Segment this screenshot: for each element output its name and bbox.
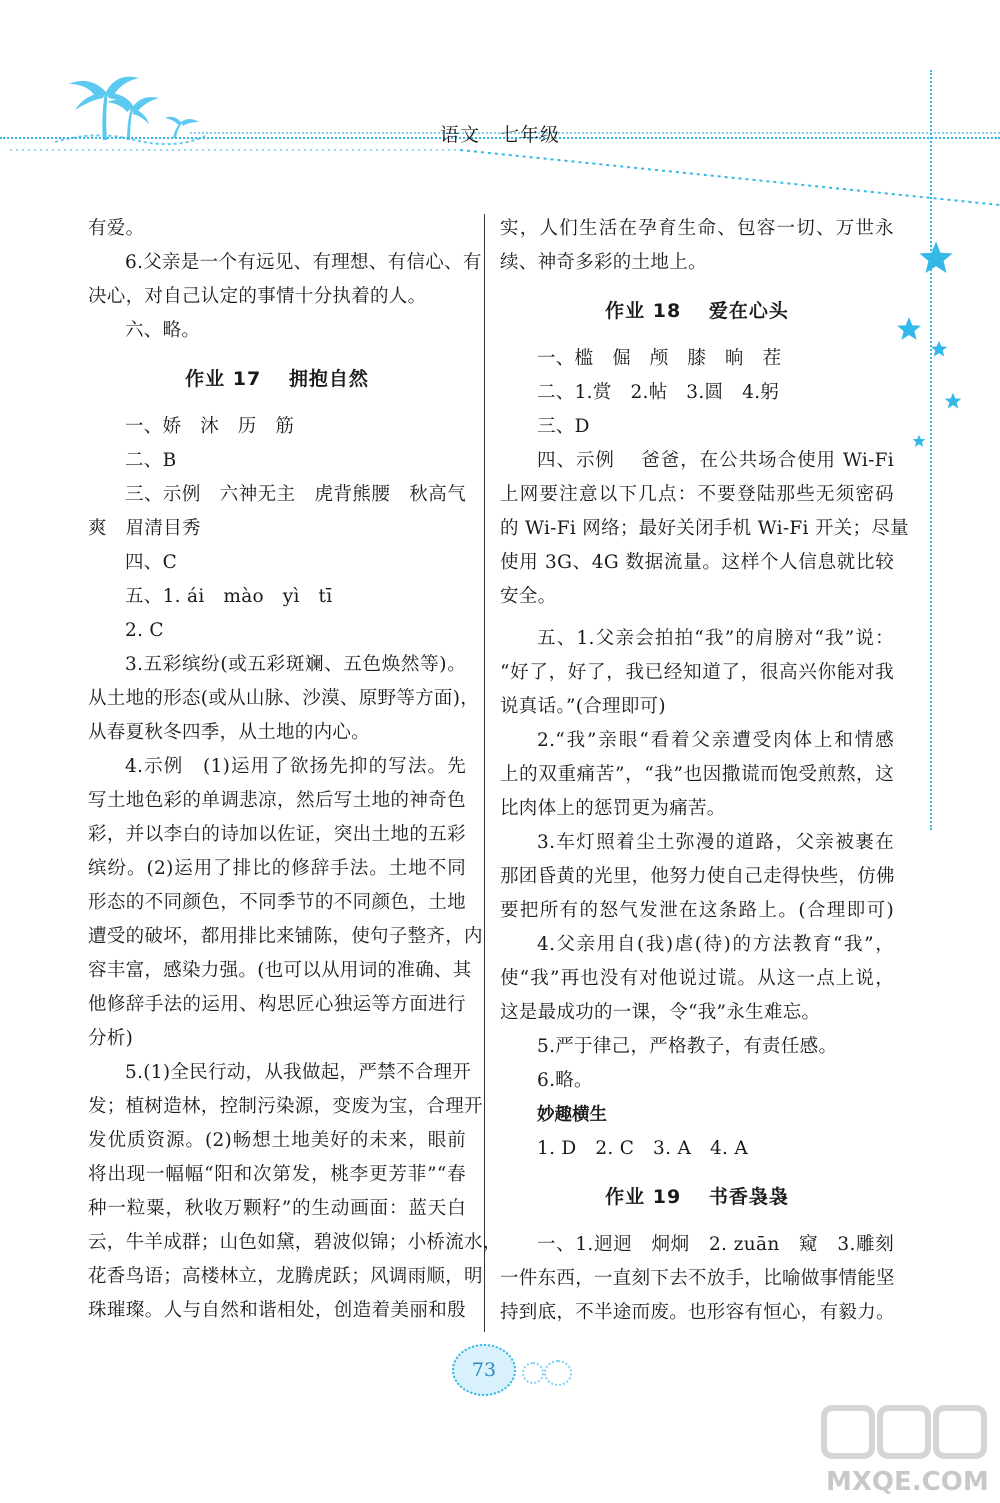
- right-column: [500, 212, 909, 1330]
- text-line: 花香鸟语；高楼林立，龙腾虎跃；风调雨顺，明: [88, 1266, 483, 1287]
- star-icon: [918, 240, 954, 276]
- text-line: 形态的不同颜色，不同季节的不同颜色，土地: [88, 892, 466, 913]
- text-line: 分析): [88, 1028, 134, 1049]
- text-line: 一件东西，一直刻下去不放手，比喻做事情能坚: [500, 1268, 895, 1289]
- text-line: 上网要注意以下几点：不要登陆那些无须密码: [500, 484, 894, 505]
- text-line: 缤纷。(2)运用了排比的修辞手法。土地不同: [88, 858, 466, 879]
- decorative-circle: [522, 1362, 544, 1384]
- left-column: [88, 212, 502, 1328]
- text-line: 遭受的破坏，都用排比来铺陈，使句子整齐，内: [88, 926, 483, 947]
- text-line: 3.车灯照着尘土弥漫的道路，父亲被裹在: [537, 832, 894, 853]
- section-heading: 作业 17 拥抱自然: [185, 368, 369, 390]
- text-line: 3.五彩缤纷(或五彩斑斓、五色焕然等)。: [125, 654, 466, 675]
- decorative-circle: [544, 1360, 572, 1386]
- svg-text:MXQE.COM: MXQE.COM: [826, 1467, 989, 1497]
- text-line: 1. D 2. C 3. A 4. A: [537, 1138, 749, 1159]
- text-line: 四、示例 爸爸，在公共场合使用 Wi-Fi: [537, 450, 894, 471]
- text-line: 六、略。: [125, 320, 201, 341]
- text-line: 写土地色彩的单调悲凉，然后写土地的神奇色: [88, 790, 466, 811]
- text-line: 5.严于律己，严格教子，有责任感。: [537, 1036, 838, 1057]
- text-line: 种一粒粟，秋收万颗籽”的生动画面：蓝天白: [88, 1198, 466, 1219]
- text-line: 一、娇 沐 历 筋: [125, 416, 295, 437]
- star-icon: [944, 392, 962, 410]
- watermark-logo: [818, 1400, 990, 1500]
- text-line: 的 Wi-Fi 网络；最好关闭手机 Wi-Fi 开关；尽量: [500, 518, 909, 539]
- text-line: 一、1.迥迥 炯炯 2. zuān 窥 3.雕刻: [537, 1234, 894, 1255]
- text-line: 五、1.父亲会拍拍“我”的肩膀对“我”说：: [537, 628, 894, 649]
- text-line: 这是最成功的一课，令“我”永生难忘。: [500, 1002, 821, 1023]
- text-line: 爽 眉清目秀: [88, 518, 201, 539]
- text-line: 四、C: [125, 552, 178, 573]
- text-line: 6.略。: [537, 1070, 593, 1091]
- text-line: 2.“我”亲眼“看着父亲遭受肉体上和情感: [537, 730, 894, 751]
- star-icon: [896, 316, 922, 342]
- text-line: “好了，好了，我已经知道了，很高兴你能对我: [500, 662, 894, 683]
- text-line: 有爱。: [88, 218, 145, 239]
- text-line: 比肉体上的惩罚更为痛苦。: [500, 798, 726, 819]
- page-number-badge: 73: [452, 1344, 516, 1396]
- text-line: 彩，并以李白的诗加以佐证，突出土地的五彩: [88, 824, 466, 845]
- text-line: 续、神奇多彩的土地上。: [500, 252, 707, 273]
- text-line: 从土地的形态(或从山脉、沙漠、原野等方面)，: [88, 688, 480, 709]
- star-icon: [912, 434, 926, 448]
- text-line: 2. C: [125, 620, 164, 641]
- text-line: 二、B: [125, 450, 177, 471]
- header-diagonal-rule: [0, 0, 1000, 220]
- header-title: 语文 七年级: [439, 124, 560, 146]
- text-line: 珠璀璨。人与自然和谐相处，创造着美丽和殷: [88, 1300, 466, 1321]
- text-line: 发；植树造林，控制污染源，变废为宝，合理开: [88, 1096, 483, 1117]
- text-line: 实，人们生活在孕育生命、包容一切、万世永: [500, 218, 894, 239]
- section-heading: 作业 19 书香袅袅: [605, 1186, 789, 1208]
- text-line: 4.示例 (1)运用了欲扬先抑的写法。先: [125, 756, 466, 777]
- text-line: 发优质资源。(2)畅想土地美好的未来，眼前: [88, 1130, 466, 1151]
- text-line: 五、1. ái mào yì tī: [125, 586, 333, 607]
- text-line: 4.父亲用自(我)虐(待)的方法教育“我”，: [537, 934, 894, 955]
- section-heading: 作业 18 爱在心头: [605, 300, 789, 322]
- text-line: 安全。: [500, 586, 557, 607]
- star-icon: [930, 340, 948, 358]
- text-line: 他修辞手法的运用、构思匠心独运等方面进行: [88, 994, 466, 1015]
- text-line: 三、D: [537, 416, 590, 437]
- right-margin-rule: [930, 70, 932, 830]
- text-line: 从春夏秋冬四季，从土地的内心。: [88, 722, 371, 743]
- text-line: 将出现一幅幅“阳和次第发，桃李更芳菲”“春: [88, 1164, 466, 1185]
- text-line: 使用 3G、4G 数据流量。这样个人信息就比较: [500, 552, 894, 573]
- text-line: 一、槛 倔 颅 膝 晌 茬: [537, 348, 782, 369]
- text-line: 6.父亲是一个有远见、有理想、有信心、有: [125, 252, 482, 273]
- text-line: 决心，对自己认定的事情十分执着的人。: [88, 286, 427, 307]
- text-line: 5.(1)全民行动，从我做起，严禁不合理开: [125, 1062, 472, 1083]
- text-line: 要把所有的怒气发泄在这条路上。(合理即可): [500, 900, 894, 921]
- text-line: 那团昏黄的光里，他努力使自己走得快些，仿佛: [500, 866, 895, 887]
- text-line: 持到底，不半途而废。也形容有恒心，有毅力。: [500, 1302, 895, 1323]
- text-line: 二、1.赏 2.帖 3.圆 4.躬: [537, 382, 780, 403]
- text-line: 云，牛羊成群；山色如黛，碧波似锦；小桥流水，: [88, 1232, 502, 1253]
- text-line: 三、示例 六神无主 虎背熊腰 秋高气: [125, 484, 466, 505]
- text-line: 说真话。”(合理即可): [500, 696, 666, 717]
- subsection-heading: 妙趣横生: [537, 1105, 607, 1125]
- text-line: 上的双重痛苦”，“我”也因撒谎而饱受煎熬，这: [500, 764, 894, 785]
- text-line: 使“我”再也没有对他说过谎。从这一点上说，: [500, 968, 894, 989]
- column-divider: [484, 214, 485, 1332]
- text-line: 容丰富，感染力强。(也可以从用词的准确、其: [88, 960, 472, 981]
